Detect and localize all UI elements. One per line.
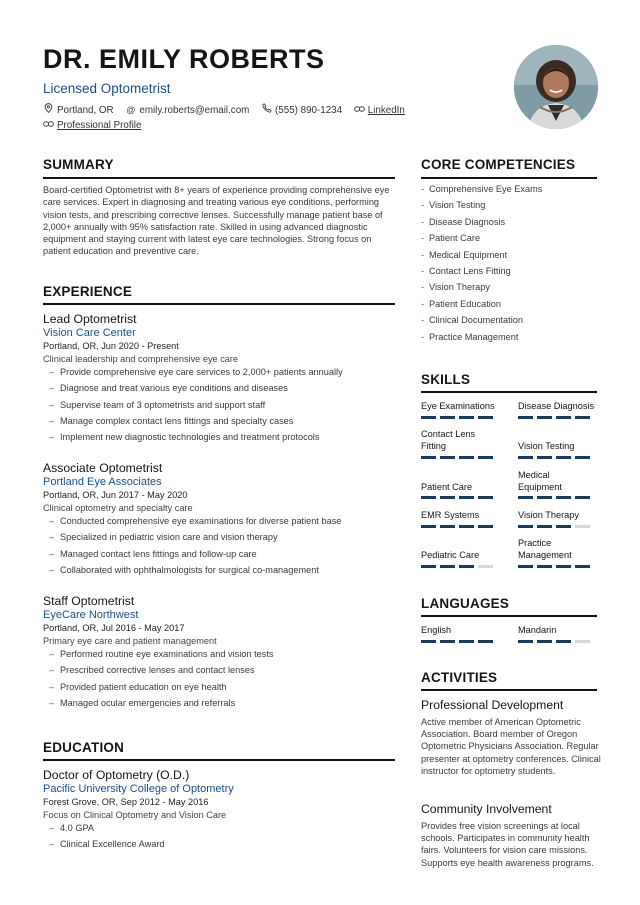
list-item: – Conducted comprehensive eye examinations for diverse patient base [43, 516, 395, 532]
list-item: – Provide comprehensive eye care services to 2,000+ patients annually [43, 367, 395, 383]
level-segment [459, 456, 474, 459]
skill-label: Patient Care [421, 482, 473, 492]
level-segment [478, 525, 493, 528]
job-company: Portland Eye Associates [43, 476, 162, 488]
avatar [514, 45, 598, 129]
job-bullets [43, 516, 395, 581]
level-segment [421, 525, 436, 528]
email[interactable] [125, 103, 249, 118]
level-segment [537, 456, 552, 459]
profile-link[interactable]: Professional Profile [57, 120, 142, 131]
level-segment [459, 565, 474, 568]
job-meta: Portland, OR, Jun 2017 - May 2020 [43, 490, 188, 500]
skill-label: Eye Examinations [421, 401, 495, 411]
level-segment [478, 640, 493, 643]
location [43, 103, 114, 118]
list-item: – Performed routine eye examinations and vision tests [43, 649, 395, 665]
skill-label: Contact Lens Fitting [421, 429, 476, 451]
language-label: Mandarin [518, 625, 557, 635]
job-entry [43, 312, 395, 448]
education-meta: Forest Grove, OR, Sep 2012 - May 2016 [43, 797, 209, 807]
experience-heading: EXPERIENCE [43, 284, 133, 299]
education-bullets [43, 823, 395, 856]
level-segment [518, 496, 533, 499]
level-segment [556, 416, 571, 419]
level-segment [537, 496, 552, 499]
candidate-name: DR. EMILY ROBERTS [43, 44, 325, 74]
at-sign-icon: @ [126, 105, 136, 115]
skill-level-bar [518, 416, 590, 419]
activities-heading: ACTIVITIES [421, 670, 498, 685]
list-item: - Comprehensive Eye Exams [421, 184, 542, 200]
activity-title: Professional Development [421, 698, 564, 712]
level-segment [518, 640, 533, 643]
list-item: - Medical Equipment [421, 250, 542, 266]
level-segment [421, 640, 436, 643]
job-meta: Portland, OR, Jun 2020 - Present [43, 341, 179, 351]
level-segment [518, 525, 533, 528]
link-icon [354, 103, 365, 118]
skills-heading: SKILLS [421, 372, 471, 387]
level-segment [478, 565, 493, 568]
list-item: – Implement new diagnostic technologies and treatment protocols [43, 432, 395, 448]
summary-text: Board-certified Optometrist with 8+ years of experience providing comprehensive eye care services. Expert in diagnosing and treating various eye conditions, performing vision tests, and prescribing corrective lenses. Successfully manage patient base of 2,000+ annually with 95% satisfaction rate. Skilled in using advanced diagnostic equipment and staying current with latest eye care technologies. Strong focus on patient education and preventive care. [43, 185, 390, 257]
level-segment [518, 565, 533, 568]
level-segment [421, 456, 436, 459]
level-segment [440, 640, 455, 643]
level-segment [478, 416, 493, 419]
phone-text[interactable]: (555) 890-1234 [275, 105, 343, 116]
skill-level-bar [421, 565, 493, 568]
level-segment [459, 640, 474, 643]
level-segment [556, 496, 571, 499]
skill-label: Vision Testing [518, 441, 575, 451]
level-segment [518, 456, 533, 459]
level-segment [575, 640, 590, 643]
list-item: – Manage complex contact lens fittings and specialty cases [43, 416, 395, 432]
degree: Doctor of Optometry (O.D.) [43, 768, 190, 782]
skill-level-bar [421, 496, 493, 499]
job-role: Lead Optometrist [43, 312, 137, 326]
phone-icon [261, 103, 272, 118]
level-segment [537, 416, 552, 419]
list-item: - Clinical Documentation [421, 315, 542, 331]
level-segment [459, 416, 474, 419]
list-item: – 4.0 GPA [43, 823, 395, 839]
list-item: – Managed contact lens fittings and follow-up care [43, 549, 395, 565]
activities-divider [421, 689, 597, 691]
skill-label: EMR Systems [421, 510, 480, 520]
list-item: - Disease Diagnosis [421, 217, 542, 233]
level-segment [575, 525, 590, 528]
language-label: English [421, 625, 452, 635]
level-segment [421, 416, 436, 419]
level-segment [478, 496, 493, 499]
school: Pacific University College of Optometry [43, 783, 234, 795]
job-role: Staff Optometrist [43, 594, 135, 608]
list-item: – Provided patient education on eye health [43, 682, 395, 698]
level-segment [556, 525, 571, 528]
linkedin[interactable] [354, 103, 405, 118]
activity-text: Provides free vision screenings at local schools. Participates in community health fairs. Volunteers for vision care missions. Supports eye health awareness programs. [421, 821, 594, 868]
level-segment [575, 496, 590, 499]
job-description: Clinical leadership and comprehensive eye care [43, 354, 239, 364]
activity-title: Community Involvement [421, 802, 552, 816]
summary-heading: SUMMARY [43, 157, 114, 172]
job-description: Clinical optometry and specialty care [43, 503, 193, 513]
education-description: Focus on Clinical Optometry and Vision Care [43, 810, 227, 820]
candidate-title: Licensed Optometrist [43, 81, 171, 96]
skill-level-bar [421, 525, 493, 528]
skill-level-bar [421, 416, 493, 419]
competencies-divider [421, 177, 597, 179]
job-meta: Portland, OR, Jul 2016 - May 2017 [43, 623, 185, 633]
list-item: - Contact Lens Fitting [421, 266, 542, 282]
skill-label: Medical Equipment [518, 470, 562, 492]
location-pin-icon [43, 103, 54, 118]
level-segment [478, 456, 493, 459]
job-role: Associate Optometrist [43, 461, 163, 475]
summary-divider [43, 177, 395, 179]
level-segment [575, 456, 590, 459]
language-level-bar [518, 640, 590, 643]
list-item: – Managed ocular emergencies and referrals [43, 698, 395, 714]
phone[interactable] [261, 103, 342, 118]
skill-label: Vision Therapy [518, 510, 579, 520]
level-segment [421, 496, 436, 499]
list-item: - Vision Testing [421, 200, 542, 216]
job-description: Primary eye care and patient management [43, 636, 217, 646]
contact-info [43, 103, 443, 133]
list-item: – Clinical Excellence Award [43, 839, 395, 855]
list-item: - Patient Education [421, 299, 542, 315]
list-item: – Diagnose and treat various eye conditions and diseases [43, 383, 395, 399]
list-item: - Patient Care [421, 233, 542, 249]
list-item: – Prescribed corrective lenses and contact lenses [43, 665, 395, 681]
job-company: Vision Care Center [43, 327, 136, 339]
skill-level-bar [421, 456, 493, 459]
level-segment [421, 565, 436, 568]
level-segment [575, 565, 590, 568]
skill-level-bar [518, 496, 590, 499]
education-heading: EDUCATION [43, 740, 125, 755]
link-icon [43, 118, 54, 133]
list-item: – Specialized in pediatric vision care and vision therapy [43, 532, 395, 548]
activity-text: Active member of American Optometric Association. Board member of Oregon Optometric Physicians Association. Regular presenter at optometry conferences. Clinical instructor for optometry students. [421, 717, 601, 776]
level-segment [440, 525, 455, 528]
level-segment [440, 456, 455, 459]
level-segment [440, 565, 455, 568]
list-item: – Supervise team of 3 optometrists and support staff [43, 400, 395, 416]
list-item: - Practice Management [421, 332, 542, 348]
job-company: EyeCare Northwest [43, 609, 139, 621]
level-segment [518, 416, 533, 419]
job-bullets [43, 367, 395, 448]
experience-divider [43, 303, 395, 305]
education-divider [43, 759, 395, 761]
level-segment [440, 496, 455, 499]
location-text: Portland, OR [57, 105, 114, 116]
profile[interactable] [43, 118, 141, 133]
list-item: – Collaborated with ophthalmologists for surgical co-management [43, 565, 395, 581]
job-entry [43, 594, 395, 714]
skill-label: Pediatric Care [421, 550, 480, 560]
job-bullets [43, 649, 395, 714]
skill-level-bar [518, 456, 590, 459]
linkedin-link[interactable]: LinkedIn [367, 105, 405, 116]
skills-divider [421, 391, 597, 393]
skill-level-bar [518, 565, 590, 568]
level-segment [556, 456, 571, 459]
skill-level-bar [518, 525, 590, 528]
level-segment [440, 416, 455, 419]
level-segment [537, 565, 552, 568]
language-level-bar [421, 640, 493, 643]
job-entry [43, 461, 395, 581]
skill-label: Practice Management [518, 538, 572, 560]
languages-heading: LANGUAGES [421, 596, 510, 611]
competencies-list [421, 184, 542, 348]
level-segment [459, 496, 474, 499]
level-segment [459, 525, 474, 528]
education-entry [43, 768, 395, 856]
level-segment [537, 640, 552, 643]
level-segment [556, 565, 571, 568]
list-item: - Vision Therapy [421, 282, 542, 298]
email-text[interactable]: emily.roberts@email.com [139, 105, 250, 116]
level-segment [556, 640, 571, 643]
skill-label: Disease Diagnosis [518, 401, 595, 411]
competencies-heading: CORE COMPETENCIES [421, 157, 576, 172]
level-segment [537, 525, 552, 528]
level-segment [575, 416, 590, 419]
languages-divider [421, 615, 597, 617]
